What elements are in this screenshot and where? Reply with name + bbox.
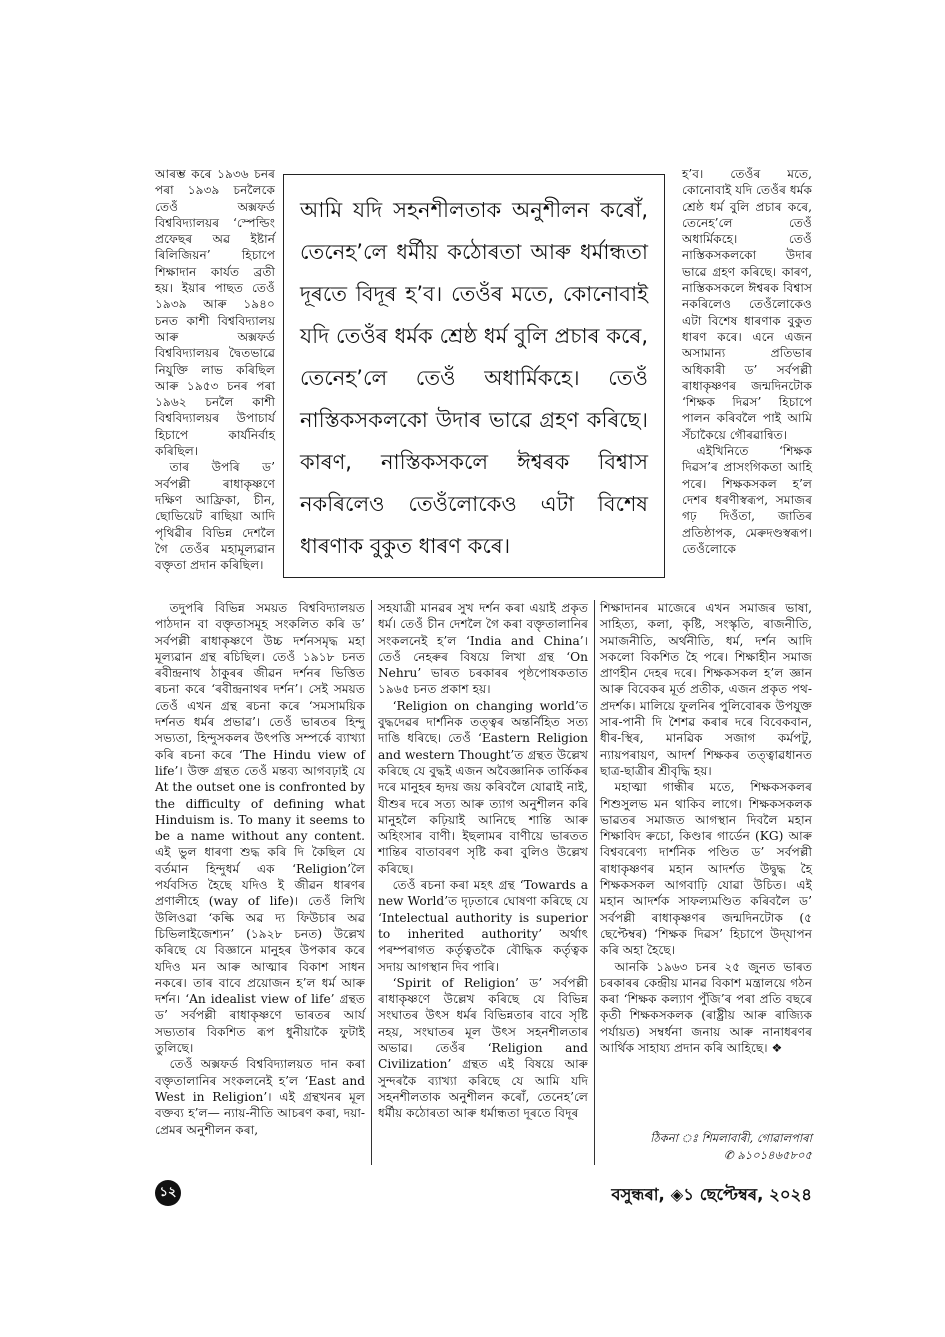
author-address-block — [600, 1130, 812, 1164]
pull-quote-box — [283, 174, 665, 578]
page-number: ১২ — [155, 1180, 181, 1206]
paragraph: তাৰ উপৰি ড’ সৰ্বপল্লী ৰাধাকৃষ্ণণে দক্ষিণ আফ্ৰিকা, চীন, ছোভিয়েট ৰাছিয়া আদি পৃথিৱীৰ বিভিন্ন দেশলৈ গৈ তেওঁৰ মহামূল্যৱান বক্তৃতা প্ৰদান কৰিছিল। — [155, 460, 275, 573]
paragraph: তেওঁ ৰচনা কৰা মহৎ গ্ৰন্থ ‘Towards a new World’ত দৃঢ়তাৰে ঘোষণা কৰিছে যে ‘Intelectual authority is superior to inherited authority’ অৰ্থাৎ পৰম্পৰাগত কৰ্তৃত্বতকৈ বৌদ্ধিক কৰ্তৃত্বক সদায় আগস্থান দিব পাৰি। — [378, 878, 588, 974]
paragraph: মহাত্মা গান্ধীৰ মতে, শিক্ষকসকলৰ শিশুসুলভ মন থাকিব লাগে। শিক্ষকসকলক ভাৱতৰ সমাজত আগস্থান দিবলৈ মহান শিক্ষাবিদ ৰুচো, কিণ্ডাৰ গাৰ্ডেন (KG) আৰু বিশ্ববৰেণ্য দাৰ্শনিক পণ্ডিত ড’ সৰ্বপল্লী ৰাধাকৃষ্ণণৰ মহান আদৰ্শত উদ্বুদ্ধ হৈ শিক্ষকসকল আগবাঢ়ি যোৱা উচিত। এই মহান আদৰ্শক সাফল্যমণ্ডিত কৰিবলৈ ড’ সৰ্বপল্লী ৰাধাকৃষ্ণণৰ জন্মদিনটোক (৫ ছেপ্টেম্বৰ) ‘শিক্ষক দিৱস’ হিচাপে উদ্‌যাপন কৰি অহা হৈছে। — [600, 780, 812, 958]
article-column-top-left — [155, 166, 275, 573]
paragraph: আনকি ১৯৬৩ চনৰ ২৫ জুনত ভাৰত চৰকাৰৰ কেন্দ্ৰীয় মানৱ বিকাশ মন্ত্ৰালয়ে গঠন কৰা ‘শিক্ষক কল্যাণ পুঁজি’ৰ পৰা প্ৰতি বছৰে কৃতী শিক্ষকসকলক (ৰাষ্ট্ৰীয় আৰু ৰাজ্যিক পৰ্যায়ত) সম্বৰ্ধনা জনায় আৰু নানাধৰণৰ আৰ্থিক সাহায্য প্ৰদান কৰি আহিছে। ❖ — [600, 959, 812, 1056]
paragraph: তদুপৰি বিভিন্ন সময়ত বিশ্ববিদ্যালয়ত পাঠদান বা বক্তৃতাসমূহ সংকলিত কৰি ড’ সৰ্বপল্লী ৰাধাকৃষ্ণণে উচ্চ দৰ্শনসমৃদ্ধ মহা মূল্যৱান গ্ৰন্থ ৰচিছিল। তেওঁ ১৯১৮ চনত ৰবীন্দ্ৰনাথ ঠাকুৰৰ জীৱন দৰ্শনৰ ভিত্তিত ৰচনা কৰে ‘ৰবীন্দ্ৰনাথৰ দৰ্শন’। সেই সময়ত তেওঁ এখন গ্ৰন্থ ৰচনা কৰে ‘সমসাময়িক দৰ্শনত ধৰ্মৰ প্ৰভাৱ’। তেওঁ ভাৰতৰ হিন্দু সভ্যতা, হিন্দুসকলৰ উৎপত্তি সম্পৰ্কে ব্যাখ্যা কৰি ৰচনা কৰে ‘The Hindu view of life’। উক্ত গ্ৰন্থত তেওঁ মন্তব্য আগবঢ়াই যে At the outset one is confronted by the difficulty of defining what Hinduism is. To many it seems to be a name without any content. এই ভুল ধাৰণা শুদ্ধ কৰি দি কৈছিল যে বৰ্তমান হিন্দুধৰ্ম এক ‘Religion’লৈ পৰ্যবসিত হৈছে যদিও ই জীৱন ধাৰণৰ প্ৰণালীহে (way of life)। তেওঁ লিখি উলিওৱা ‘কল্কি অৱ দ্য ফিউচাৰ অৱ চিভিলাইজেশ্যন’ (১৯২৮ চনত) উল্লেখ কৰিছে যে বিজ্ঞানে মানুহৰ উপকাৰ কৰে যদিও মন আৰু আত্মাৰ বিকাশ সাধন নকৰে। তাৰ বাবে প্ৰয়োজন হ’ল ধৰ্ম আৰু দৰ্শন। ‘An idealist view of life’ গ্ৰন্থত ড’ সৰ্বপল্লী ৰাধাকৃষ্ণণে ভাৰতৰ আৰ্য সভ্যতাৰ বিকশিত ৰূপ ধুনীয়াকৈ ফুটাই তুলিছে। — [155, 601, 365, 1056]
column-divider — [371, 600, 372, 1165]
paragraph: শিক্ষাদানৰ মাজেৰে এখন সমাজৰ ভাষা, সাহিত্য, কলা, কৃষ্টি, সংস্কৃতি, ৰাজনীতি, সমাজনীতি, অৰ্থনীতি, ধৰ্ম, দৰ্শন আদি সকলো বিকশিত হৈ পৰে। শিক্ষাহীন সমাজ প্ৰাণহীন দেহৰ দৰে। শিক্ষকসকল হ’ল জ্ঞান আৰু বিবেকৰ মূৰ্ত প্ৰতীক, এজন প্ৰকৃত পথ-প্ৰদৰ্শক। মালিয়ে ফুলনিৰ পুলিবোৰক উপযুক্ত সাৰ-পানী দি শৈশৱ কৰাৰ দৰে বিবেকবান, ধীৰ-স্থিৰ, মানৱিক সজাগ কৰ্মপটু, ন্যায়পৰায়ণ, আদৰ্শ শিক্ষকৰ তত্ত্বাৱধানত ছাত্ৰ-ছাত্ৰীৰ শ্ৰীবৃদ্ধি হয়। — [600, 601, 812, 778]
paragraph: এইখিনিতে ‘শিক্ষক দিৱস’ৰ প্ৰাসংগিকতা আহি পৰে। শিক্ষকসকল হ’ল দেশৰ ধৰণীস্বৰূপ, সমাজৰ গঢ় দিওঁতা, জাতিৰ প্ৰতিষ্ঠাপক, মেৰুদণ্ডস্বৰূপ। তেওঁলোকে — [682, 444, 812, 556]
publication-footer: বসুন্ধৰা, ◈১ ছেপ্টেম্বৰ, ২০২৪ — [611, 1185, 812, 1204]
author-address: ঠিকনা ঃ শিমলাবাৰী, গোৱালপাৰা — [650, 1131, 812, 1145]
column-divider — [594, 600, 595, 1165]
paragraph: ‘Spirit of Religion’ ড’ সৰ্বপল্লী ৰাধাকৃষ্ণণে উল্লেখ কৰিছে যে বিভিন্ন সংঘাতৰ উৎস ধৰ্মৰ বিভিন্নতাৰ বাবে সৃষ্টি নহয়, সংঘাতৰ মূল উৎস সহনশীলতাৰ অভাৱ। তেওঁৰ ‘Religion and Civilization’ গ্ৰন্থত এই বিষয়ে আৰু সুন্দৰকৈ ব্যাখ্যা কৰিছে যে আমি যদি সহনশীলতাক অনুশীলন কৰোঁ, তেনেহ’লে ধৰ্মীয় কঠোৰতা আৰু ধৰ্মান্ধতা দূৰতে বিদূৰ — [378, 975, 588, 1121]
paragraph: আৰম্ভ কৰে ১৯৩৬ চনৰ পৰা ১৯৩৯ চনলৈকে তেওঁ অক্সফৰ্ড বিশ্ববিদ্যালয়ৰ ‘স্পেল্ডিং প্ৰফেছৰ অৱ ইষ্টাৰ্ন ৰিলিজিয়ন’ হিচাপে শিক্ষাদান কাৰ্যত ব্ৰতী হয়। ইয়াৰ পাছত তেওঁ ১৯৩৯ আৰু ১৯৪০ চনত কাশী বিশ্ববিদ্যালয় আৰু অক্সফৰ্ড বিশ্ববিদ্যালয়ৰ দ্বৈতভাৱে নিযুক্তি লাভ কৰিছিল আৰু ১৯৫৩ চনৰ পৰা ১৯৬২ চনলৈ কাশী বিশ্ববিদ্যালয়ৰ উপাচাৰ্য হিচাপে কাৰ্যনিৰ্বাহ কৰিছিল। — [155, 167, 275, 459]
author-phone: ✆ ৯১০১৪৬৫৮০৫ — [724, 1148, 812, 1162]
article-column-top-right — [682, 166, 812, 557]
article-column-middle — [378, 600, 588, 1122]
paragraph: ‘Religion on changing world’ত বুদ্ধদেৱৰ দাৰ্শনিক তত্ত্বৰ অন্তৰ্নিহিত সত্য দাঙি ধৰিছে। তেওঁ ‘Eastern Religion and western Thought’ত গ্ৰন্থত উল্লেখ কৰিছে যে বুদ্ধই এজন অবৈজ্ঞানিক তাৰ্কিকৰ দৰে মানুহৰ হৃদয় জয় কৰিবলৈ যোৱাই নাই, যীশুৰ দৰে সত্য আৰু ত্যাগ অনুশীলন কৰি মানুহলৈ কঢ়িয়াই আনিছে শান্তি আৰু অহিংসাৰ বাণী। ইছলামৰ বাণীয়ে ভাৰতত শান্তিৰ বাতাবৰণ সৃষ্টি কৰা বুলিও উল্লেখ কৰিছে। — [378, 698, 588, 876]
paragraph: হ’ব। তেওঁৰ মতে, কোনোবাই যদি তেওঁৰ ধৰ্মক শ্ৰেষ্ঠ ধৰ্ম বুলি প্ৰচাৰ কৰে, তেনেহ’লে তেওঁ অধাৰ্মিকহে। তেওঁ নাস্তিকসকলকো উদাৰ ভাৱে গ্ৰহণ কৰিছে। কাৰণ, নাস্তিকসকলে ঈশ্বৰক বিশ্বাস নকৰিলেও তেওঁলোকেও এটা বিশেষ ধাৰণাক বুকুত ধাৰণ কৰে। এনে এজন অসামান্য প্ৰতিভাৰ অধিকাৰী ড’ সৰ্বপল্লী ৰাধাকৃষ্ণণৰ জন্মদিনটোক ‘শিক্ষক দিৱস’ হিচাপে পালন কৰিবলৈ পাই আমি সঁচাকৈয়ে গৌৰৱান্বিত। — [682, 167, 812, 442]
article-column-left — [155, 600, 365, 1138]
paragraph: তেওঁ অক্সফৰ্ড বিশ্ববিদ্যালয়ত দান কৰা বক্তৃতালানিৰ সংকলনেই হ’ল ‘East and West in Religion’। এই গ্ৰন্থখনৰ মূল বক্তব্য হ’ল— ন্যায়-নীতি আচৰণ কৰা, দয়া-প্ৰেমৰ অনুশীলন কৰা, — [155, 1057, 365, 1137]
paragraph: সহযাত্ৰী মানৱৰ সুখ দৰ্শন কৰা এয়াই প্ৰকৃত ধৰ্ম। তেওঁ চীন দেশলৈ গৈ কৰা বক্তৃতালানিৰ সংকলনেই হ’ল ‘India and China’। তেওঁ নেহৰুৰ বিষয়ে লিখা গ্ৰন্থ ‘On Nehru’ ভাৰত চৰকাৰৰ পৃষ্ঠপোষকতাত ১৯৬৫ চনত প্ৰকাশ হয়। — [378, 601, 588, 697]
pull-quote-text: আমি যদি সহনশীলতাক অনুশীলন কৰোঁ, তেনেহ’লে ধৰ্মীয় কঠোৰতা আৰু ধৰ্মান্ধতা দূৰতে বিদূৰ হ’ব। তেওঁৰ মতে, কোনোবাই যদি তেওঁৰ ধৰ্মক শ্ৰেষ্ঠ ধৰ্ম বুলি প্ৰচাৰ কৰে, তেনেহ’লে তেওঁ অধাৰ্মিকহে। তেওঁ নাস্তিকসকলকো উদাৰ ভাৱে গ্ৰহণ কৰিছে। কাৰণ, নাস্তিকসকলে ঈশ্বৰক বিশ্বাস নকৰিলেও তেওঁলোকেও এটা বিশেষ ধাৰণাক বুকুত ধাৰণ কৰে। — [300, 198, 648, 558]
article-column-right — [600, 600, 812, 1056]
